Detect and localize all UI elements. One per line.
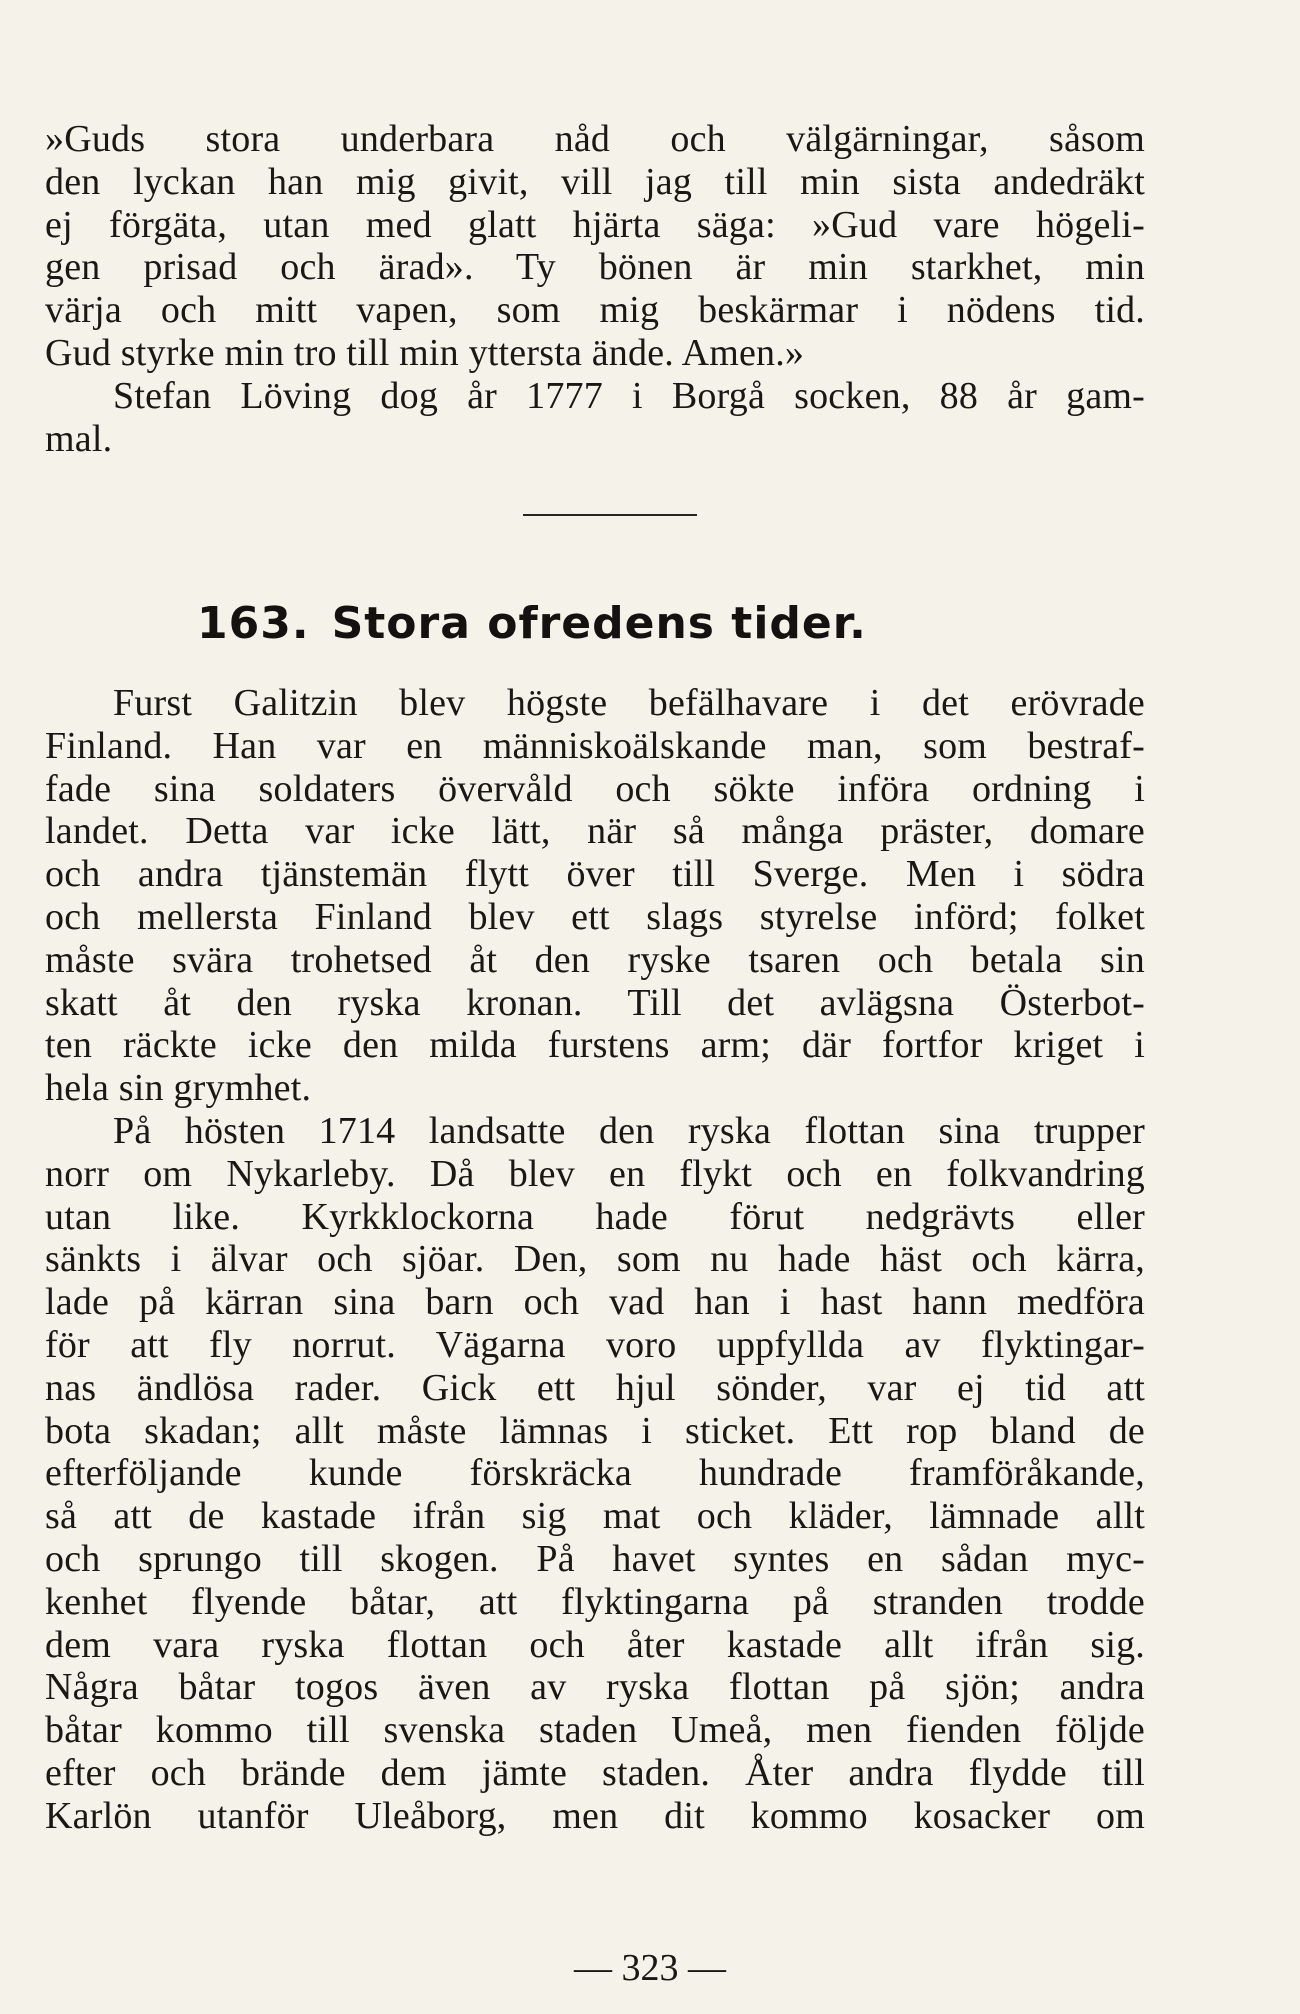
text-line: fade sina soldaters övervåld och sökte införa ordning i xyxy=(45,767,1145,810)
text-line: »Guds stora underbara nåd och välgärningar, såsom xyxy=(45,118,1145,160)
text-line: lade på kärran sina barn och vad han i hast hann medföra xyxy=(45,1281,1145,1324)
text-line: landet. Detta var icke lätt, när så många präster, domare xyxy=(45,810,1145,853)
text-line: utan like. Kyrkklockorna hade förut nedgrävts eller xyxy=(45,1195,1145,1238)
text-line: Stefan Löving dog år 1777 i Borgå socken, 88 år gam- xyxy=(113,374,1145,417)
text-line: norr om Nykarleby. Då blev en flykt och en folkvandring xyxy=(45,1152,1145,1195)
opening-passage xyxy=(45,118,1145,460)
section-number: 163. xyxy=(197,598,310,649)
text-line: så att de kastade ifrån sig mat och kläder, lämnade allt xyxy=(45,1495,1145,1538)
text-line: och sprungo till skogen. På havet syntes en sådan myc- xyxy=(45,1537,1145,1580)
text-line: Gud styrke min tro till min yttersta ände. Amen.» xyxy=(45,331,805,374)
text-line: ten räckte icke den milda furstens arm; där fortfor kriget i xyxy=(45,1024,1145,1067)
text-line: kenhet flyende båtar, att flyktingarna på stranden trodde xyxy=(45,1580,1145,1623)
text-line: gen prisad och ärad». Ty bönen är min starkhet, min xyxy=(45,246,1145,289)
text-line: Furst Galitzin blev högste befälhavare i det erövrade xyxy=(113,682,1145,724)
text-line: för att fly norrut. Vägarna voro uppfyllda av flyktingar- xyxy=(45,1323,1145,1366)
text-line: Några båtar togos även av ryska flottan på sjön; andra xyxy=(45,1666,1145,1709)
text-line: sänkts i älvar och sjöar. Den, som nu hade häst och kärra, xyxy=(45,1238,1145,1281)
section-divider xyxy=(523,514,697,516)
text-line: skatt åt den ryska kronan. Till det avlägsna Österbot- xyxy=(45,981,1145,1024)
text-line: efterföljande kunde förskräcka hundrade framföråkande, xyxy=(45,1452,1145,1495)
text-line: måste svära trohetsed åt den ryske tsaren och betala sin xyxy=(45,938,1145,981)
text-line: hela sin grymhet. xyxy=(45,1067,312,1110)
text-line: och andra tjänstemän flytt över till Sverge. Men i södra xyxy=(45,853,1145,896)
section-body xyxy=(45,682,1145,1838)
text-line: ej förgäta, utan med glatt hjärta säga: »Gud vare högeli- xyxy=(45,203,1145,246)
text-line: dem vara ryska flottan och åter kastade allt ifrån sig. xyxy=(45,1623,1145,1666)
text-line: värja och mitt vapen, som mig beskärmar i nödens tid. xyxy=(45,289,1145,332)
section-title: Stora ofredens tider. xyxy=(331,598,867,649)
text-line: På hösten 1714 landsatte den ryska flottan sina trupper xyxy=(113,1109,1145,1152)
text-line: och mellersta Finland blev ett slags styrelse införd; folket xyxy=(45,895,1145,938)
section-heading xyxy=(197,596,867,652)
text-line: mal. xyxy=(45,417,113,460)
text-line: Karlön utanför Uleåborg, men dit kommo kosacker om xyxy=(45,1794,1145,1837)
text-line: den lyckan han mig givit, vill jag till min sista andedräkt xyxy=(45,160,1145,203)
text-line: efter och brände dem jämte staden. Åter andra flydde till xyxy=(45,1751,1145,1794)
text-line: båtar kommo till svenska staden Umeå, men fienden följde xyxy=(45,1709,1145,1752)
text-line: Finland. Han var en människoälskande man, som bestraf- xyxy=(45,724,1145,767)
text-line: bota skadan; allt måste lämnas i sticket. Ett rop bland de xyxy=(45,1409,1145,1452)
page-number: — 323 — xyxy=(574,1947,726,1989)
text-line: nas ändlösa rader. Gick ett hjul sönder, var ej tid att xyxy=(45,1366,1145,1409)
